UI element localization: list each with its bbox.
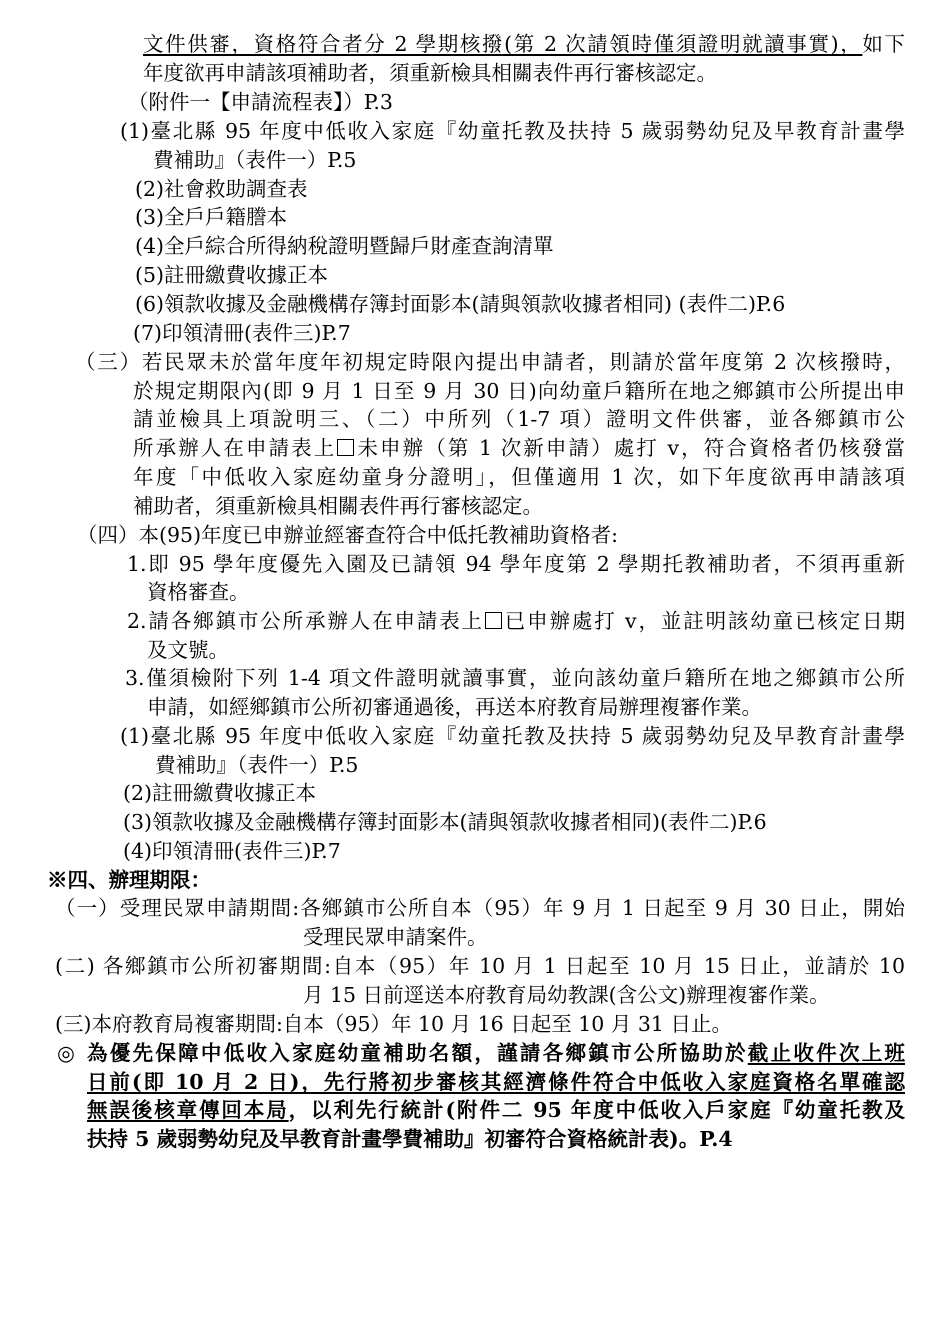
notice-line-2: 日前(即 10 月 2 日)，先行將初步審核其經濟條件符合中低收入家庭資格名單確認: [87, 1070, 905, 1094]
doc-a-item-5: (5)註冊繳費收據正本: [135, 263, 329, 287]
sec3-line-1: （三）若民眾未於當年度年初規定時限內提出申請者，則請於當年度第 2 次核撥時，: [75, 350, 905, 374]
sec4-item-2-cont: 及文號。: [147, 638, 229, 662]
sec4-item-2: [127, 607, 905, 636]
deadline-period-2-cont: 月 15 日前逕送本府教育局幼教課(含公文)辦理複審作業。: [303, 983, 830, 1007]
intro-line-2: 年度欲再申請該項補助者，須重新檢具相關表件再行審核認定。: [143, 61, 717, 85]
notice-mark-icon: ◎: [57, 1041, 75, 1065]
notice-line-3b: ，以利先行統計(附件二 95 年度中低收入戶家庭『幼童托教及: [288, 1098, 905, 1122]
notice-line-1b: 截止收件次上班: [747, 1041, 906, 1065]
doc-a-item-1: (1)臺北縣 95 年度中低收入家庭『幼童托教及扶持 5 歲弱勢幼兒及早教育計畫學: [120, 119, 905, 143]
doc-b-item-1-cont: 費補助』（表件一）P.5: [155, 753, 359, 777]
deadline-period-1: （一）受理民眾申請期間:各鄉鎮市公所自本（95）年 9 月 1 日起至 9 月 30 日止，開始: [55, 896, 905, 920]
doc-a-item-1-cont: 費補助』（表件一）P.5: [153, 148, 357, 172]
doc-a-item-6: (6)領款收據及金融機構存簿封面影本(請與領款收據者相同) (表件二)P.6: [135, 292, 786, 316]
sec3-line-5: 年度「中低收入家庭幼童身分證明」，但僅適用 1 次，如下年度欲再申請該項: [133, 465, 905, 489]
doc-b-item-2: (2)註冊繳費收據正本: [123, 781, 317, 805]
notice-line-1: [87, 1039, 905, 1068]
notice-line-4: 扶持 5 歲弱勢幼兒及早教育計畫學費補助』初審符合資格統計表)。P.4: [87, 1127, 733, 1151]
sec3-line-6: 補助者，須重新檢具相關表件再行審核認定。: [133, 494, 543, 518]
doc-a-item-4: (4)全戶綜合所得納稅證明暨歸戶財產查詢清單: [135, 234, 554, 258]
sec4-item-3: 3.僅須檢附下列 1-4 項文件證明就讀事實，並向該幼童戶籍所在地之鄉鎮市公所: [125, 666, 905, 690]
sec3-line-4: [133, 434, 905, 463]
doc-a-item-2: (2)社會救助調查表: [135, 177, 308, 201]
intro-line-1-rest: 如下: [862, 32, 905, 56]
sec4-item-2b: 已申辦處打 v，並註明該幼童已核定日期: [502, 609, 905, 633]
deadline-heading: ※四、辦理期限：: [47, 868, 211, 892]
deadline-period-2: (二) 各鄉鎮市公所初審期間:自本（95）年 10 月 1 日起至 10 月 15 日止，並請於 10: [55, 954, 905, 978]
deadline-period-1-cont: 受理民眾申請案件。: [303, 925, 488, 949]
sec3-line-4b: 未申辦（第 1 次新申請）處打 v，符合資格者仍核發當: [355, 436, 906, 460]
sec4-item-3-cont: 申請，如經鄉鎮市公所初審通過後，再送本府教育局辦理複審作業。: [147, 695, 762, 719]
doc-b-item-4: (4)印領清冊(表件三)P.7: [123, 839, 341, 863]
checkbox-icon: [485, 612, 502, 629]
sec3-line-2: 於規定期限內(即 9 月 1 日至 9 月 30 日)向幼童戶籍所在地之鄉鎮市公所提出申: [133, 379, 905, 403]
doc-b-item-3: (3)領款收據及金融機構存簿封面影本(請與領款收據者相同)(表件二)P.6: [123, 810, 767, 834]
notice-line-3a: 無誤後核章傳回本局: [87, 1098, 289, 1122]
sec4-item-1-cont: 資格審查。: [147, 580, 250, 604]
checkbox-icon: [337, 439, 354, 456]
flow-chart-reference: （附件一【申請流程表】）P.3: [128, 90, 393, 114]
intro-underlined-text: 文件供審，資格符合者分 2 學期核撥(第 2 次請領時僅須證明就讀事實)，: [143, 32, 863, 56]
sec3-line-4a: 所承辦人在申請表上: [133, 436, 337, 460]
sec3-line-3: 請並檢具上項說明三、（二）中所列（1-7 項）證明文件供審，並各鄉鎮市公: [133, 407, 905, 431]
deadline-period-3: (三)本府教育局複審期間:自本（95）年 10 月 16 日起至 10 月 31 日止。: [55, 1012, 732, 1036]
sec4-item-2a: 2.請各鄉鎮市公所承辦人在申請表上: [127, 609, 484, 633]
sec4-line-1: （四）本(95)年度已申辦並經審查符合中低托教補助資格者:: [77, 523, 618, 547]
notice-line-3: [87, 1096, 905, 1125]
sec4-item-1: 1.即 95 學年度優先入園及已請領 94 學年度第 2 學期托教補助者，不須再重新: [127, 552, 905, 576]
doc-a-item-3: (3)全戶戶籍謄本: [135, 205, 288, 229]
doc-a-item-7: (7)印領清冊(表件三)P.7: [133, 321, 351, 345]
doc-b-item-1: (1)臺北縣 95 年度中低收入家庭『幼童托教及扶持 5 歲弱勢幼兒及早教育計畫學: [120, 724, 905, 748]
intro-line-1: [143, 30, 905, 59]
notice-line-1a: 為優先保障中低收入家庭幼童補助名額，謹請各鄉鎮市公所協助於: [87, 1041, 748, 1065]
